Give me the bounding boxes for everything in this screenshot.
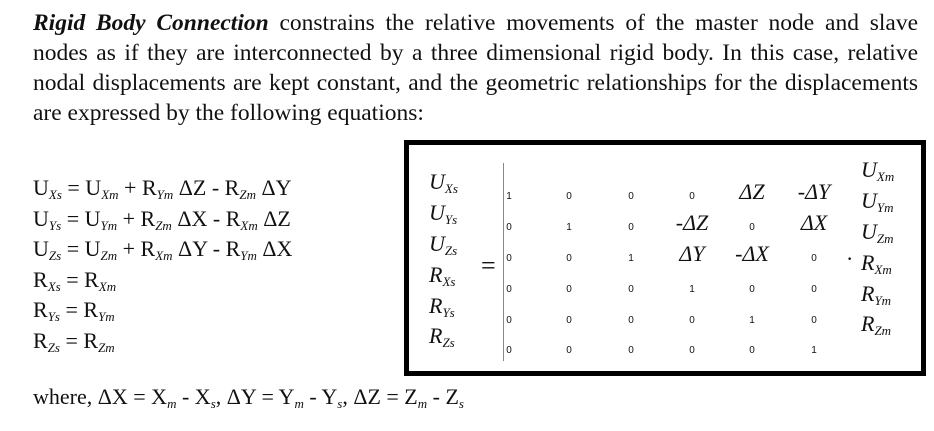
matrix-cell-symbol: -ΔX	[735, 241, 769, 266]
matrix-cell: 1	[749, 315, 755, 326]
rigid-body-connection-term: Rigid Body Connection	[33, 10, 269, 36]
left-vector-entry: $U_{Xs}$	[429, 169, 458, 196]
matrix-cell: 0	[566, 253, 572, 264]
matrix-cell: 1	[689, 284, 695, 295]
right-vector-entry: $U_{Zm}$	[861, 219, 894, 246]
matrix-cell: 0	[628, 315, 634, 326]
equation-uys: $U_{Ys} = U_{Ym} + R_{Zm}$ ΔX - $R_{Xm}$ ΔZ	[33, 205, 291, 233]
matrix-cell: 0	[628, 191, 634, 202]
equation-uxs: $U_{Xs} = U_{Xm} + R_{Ym}$ ΔZ - $R_{Zm}$ ΔY	[33, 175, 292, 202]
matrix-cell: 0	[566, 284, 572, 295]
matrix-equation-box	[404, 140, 926, 376]
right-vector-entry: $U_{Xm}$	[861, 157, 895, 184]
right-vector-entry: $U_{Ym}$	[861, 188, 894, 215]
matrix-cell: 0	[811, 253, 817, 264]
matrix-cell-symbol: -ΔY	[797, 179, 831, 204]
matrix-cell: 0	[749, 284, 755, 295]
equation-uzs: $U_{Zs} = U_{Zm} + R_{Xm}$ ΔY - $R_{Ym}$ ΔX	[33, 236, 293, 263]
matrix-multiply-dot: ·	[846, 246, 854, 271]
matrix-cell: 1	[811, 345, 817, 356]
right-vector-entry: $R_{Ym}$	[861, 281, 892, 308]
matrix-cell: 0	[811, 315, 817, 326]
matrix-cell: 1	[566, 222, 572, 233]
left-vector-entry: $R_{Zs}$	[429, 323, 455, 350]
left-vector-entry: $U_{Zs}$	[429, 231, 458, 258]
matrix-cell: 0	[811, 284, 817, 295]
matrix-cell: 0	[566, 191, 572, 202]
matrix-cell: 0	[506, 253, 512, 264]
left-vector-entry: $R_{Xs}$	[429, 262, 456, 289]
left-vector-entry: $R_{Ys}$	[429, 293, 455, 320]
matrix-cell: 0	[506, 284, 512, 295]
matrix-cell: 0	[506, 345, 512, 356]
left-vector-entry: $U_{Ys}$	[429, 200, 458, 227]
matrix-cell: 0	[566, 345, 572, 356]
equation-rzs: $R_{Zs} = R_{Zm}$	[33, 327, 115, 355]
matrix-equals-sign: =	[481, 251, 496, 280]
matrix-cell: 0	[628, 222, 634, 233]
matrix-cell-symbol: -ΔZ	[675, 210, 709, 235]
equation-rxs: $R_{Xs} = R_{Xm}$	[33, 266, 117, 294]
matrix-cell: 1	[506, 191, 512, 202]
matrix-cell: 0	[506, 315, 512, 326]
matrix-cell: 0	[566, 315, 572, 326]
matrix-cell: 0	[689, 315, 695, 326]
where-definitions: where, $\Delta X = X_m - X_s$, $\Delta Y = Y_m - Y_s$, $\Delta Z = Z_m - Z_s$	[33, 384, 464, 411]
matrix-cell: 0	[689, 191, 695, 202]
matrix-cell: 0	[506, 222, 512, 233]
matrix-cell-symbol: ΔY	[679, 241, 705, 266]
description-paragraph	[33, 8, 918, 128]
matrix-cell: 0	[749, 222, 755, 233]
right-vector-entry: $R_{Zm}$	[861, 311, 892, 338]
matrix-cell: 1	[628, 253, 634, 264]
equation-rys: $R_{Ys} = R_{Ym}$	[33, 297, 115, 324]
matrix-cell: 0	[749, 345, 755, 356]
matrix-cell-symbol: ΔZ	[739, 179, 765, 204]
matrix-cell: 0	[689, 345, 695, 356]
matrix-cell-symbol: ΔX	[800, 210, 828, 235]
equation-list	[33, 173, 292, 356]
matrix-left-bracket	[503, 163, 504, 361]
matrix-cell: 0	[628, 284, 634, 295]
matrix-cell: 0	[628, 345, 634, 356]
right-vector-entry: $R_{Xm}$	[861, 250, 892, 277]
description-text: constrains the relative movements of the master node and slave nodes as if they are interconnected by a three dimensional rigid body. In this case, relative nodal displacements are kept constant, and the geometric relationships for the displacements are expressed by the following equations:	[33, 10, 918, 126]
